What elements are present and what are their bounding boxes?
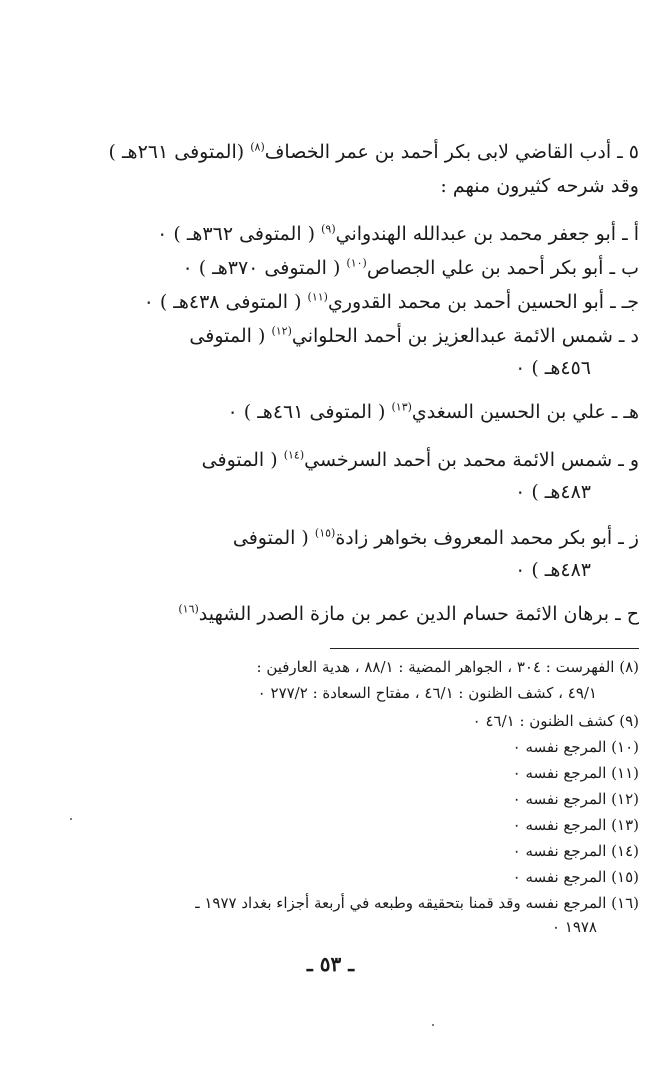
footnote: (١٤) المرجع نفسه ٠ <box>512 842 639 860</box>
footnote: (١٢) المرجع نفسه ٠ <box>512 790 639 808</box>
footnote: (٩) كشف الظنون : ٤٦/١ ٠ <box>472 712 639 730</box>
list-item-continuation: ٤٨٣هـ ) ٠ <box>515 559 591 581</box>
entry-heading: ٥ ـ أدب القاضي لابى بكر أحمد بن عمر الخصاف$^{(٨)}$ (المتوفى ٢٦١هـ ) <box>108 140 639 163</box>
page-number: ـ ٥٣ ـ <box>306 952 355 976</box>
list-item: أ ـ أبو جعفر محمد بن عبدالله الهندواني$^{(٩)}$ ( المتوفى ٣٦٢هـ ) ٠ <box>157 222 639 245</box>
list-item: ز ـ أبو بكر محمد المعروف بخواهر زادة$^{(١٥)}$ ( المتوفى <box>232 526 639 549</box>
footnote-continuation: ٤٩/١ ، كشف الظنون : ٤٦/١ ، مفتاح السعادة : ٢٧٧/٢ ٠ <box>257 684 597 702</box>
scan-speck <box>70 818 72 820</box>
footnote: (١٦) المرجع نفسه وقد قمنا بتحقيقه وطبعه في أربعة أجزاء بغداد ١٩٧٧ ـ <box>195 894 639 912</box>
list-item: و ـ شمس الائمة محمد بن أحمد السرخسي$^{(١٤)}$ ( المتوفى <box>201 448 639 471</box>
scan-speck <box>432 1024 434 1026</box>
footnote-continuation: ١٩٧٨ ٠ <box>551 918 597 936</box>
footnote-divider <box>330 648 639 649</box>
list-item: د ـ شمس الائمة عبدالعزيز بن أحمد الحلواني$^{(١٢)}$ ( المتوفى <box>189 324 639 347</box>
footnote: (١١) المرجع نفسه ٠ <box>512 764 639 782</box>
list-item-continuation: ٤٨٣هـ ) ٠ <box>515 481 591 503</box>
list-item-continuation: ٤٥٦هـ ) ٠ <box>515 357 591 379</box>
footnote: (١٠) المرجع نفسه ٠ <box>512 738 639 756</box>
list-item: ح ـ برهان الائمة حسام الدين عمر بن مازة الصدر الشهيد$^{(١٦)}$ <box>178 602 639 625</box>
list-item: جـ ـ أبو الحسين أحمد بن محمد القدوري$^{(١١)}$ ( المتوفى ٤٣٨هـ ) ٠ <box>143 290 639 313</box>
footnote: (٨) الفهرست : ٣٠٤ ، الجواهر المضية : ٨٨/١ ، هدية العارفين : <box>256 658 639 676</box>
intro-line: وقد شرحه كثيرون منهم : <box>440 175 639 197</box>
list-item: هـ ـ علي بن الحسين السغدي$^{(١٣)}$ ( المتوفى ٤٦١هـ ) ٠ <box>227 400 639 423</box>
footnote: (١٥) المرجع نفسه ٠ <box>512 868 639 886</box>
list-item: ب ـ أبو بكر أحمد بن علي الجصاص$^{(١٠)}$ ( المتوفى ٣٧٠هـ ) ٠ <box>182 256 639 279</box>
footnote: (١٣) المرجع نفسه ٠ <box>512 816 639 834</box>
